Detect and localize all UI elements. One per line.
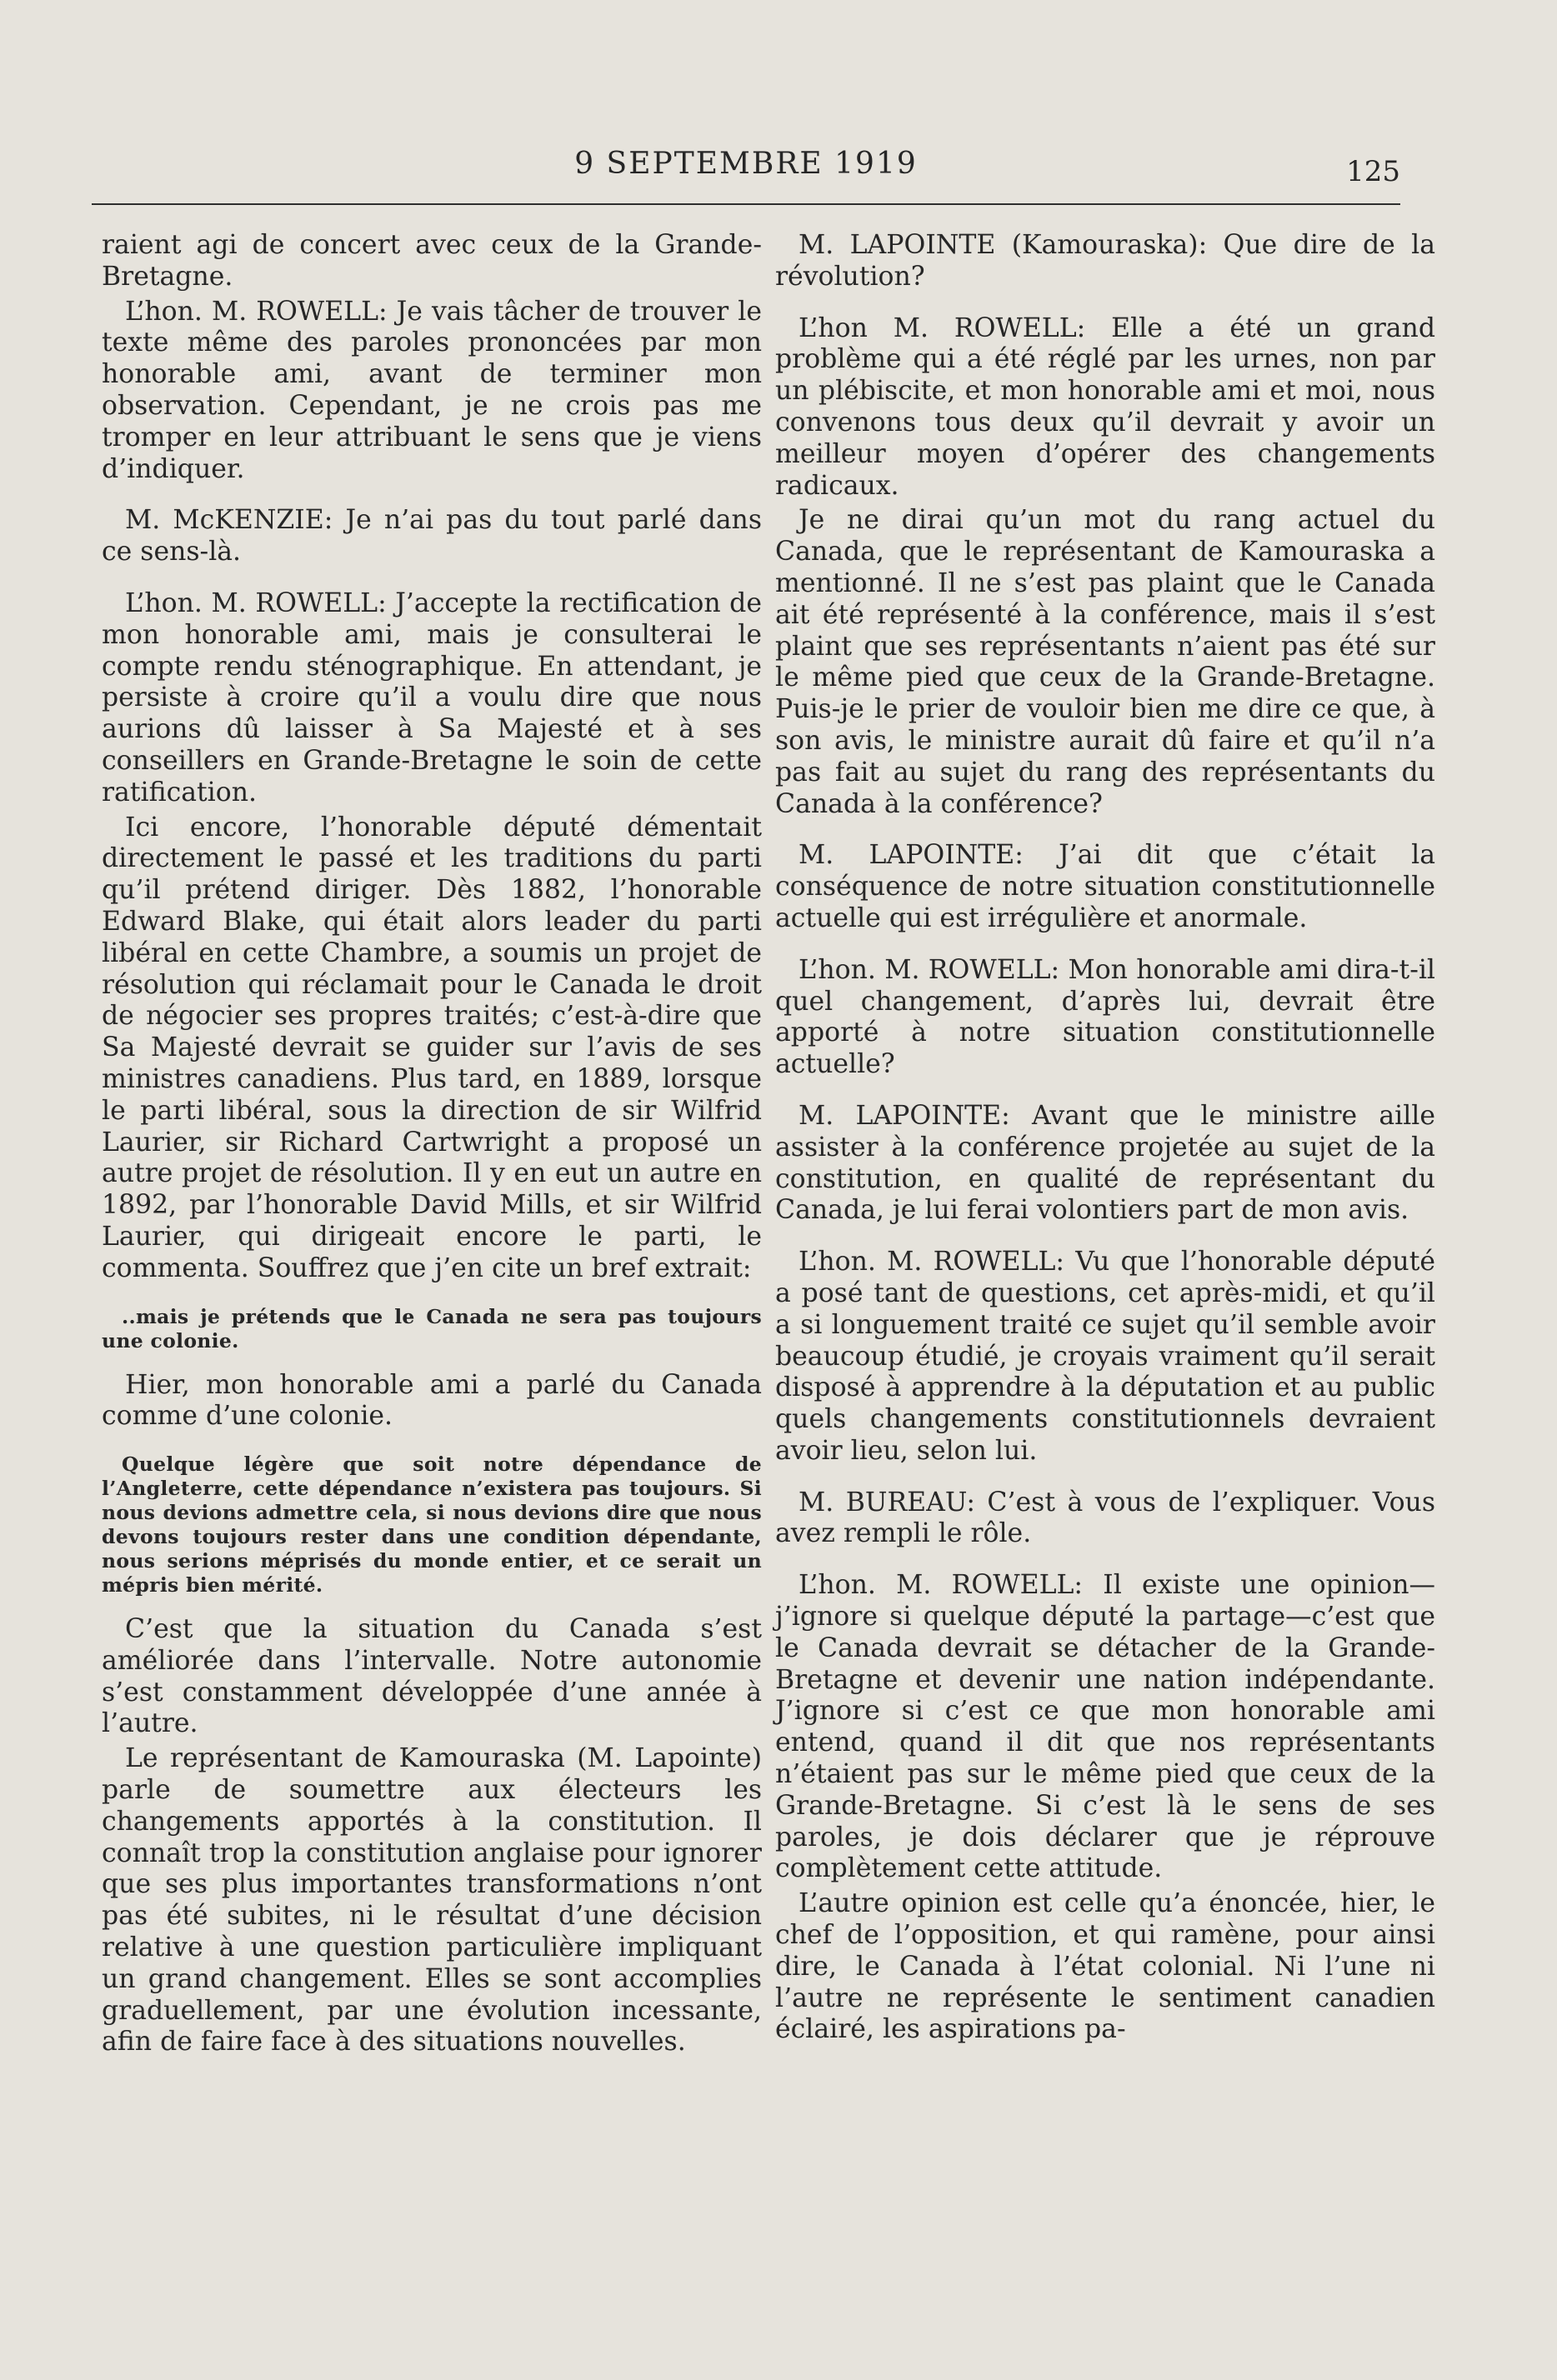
paragraph: L’hon. M. ROWELL: Il existe une opinion—j’ignore si quelque député la partage—c’est que le Canada devrait se détacher de la Grande-Bretagne et devenir une nation indépendante. J’ignore si c’est ce que mon honorable ami entend, quand il dit que nos représentants n’étaient pas sur le même pied que ceux de la Grande-Bretagne. Si c’est là le sens de ses paroles, je dois déclarer que je réprouve complètement cette attitude. [775,1570,1435,1884]
paragraph: L’hon. M. ROWELL: Vu que l’honorable député a posé tant de questions, cet après-midi, et qu’il a si longuement traité ce sujet qu’il semble avoir beaucoup étudié, je croyais vraiment qu’il serait disposé à apprendre à la députation et au public quels changements constitutionnels devraient avoir lieu, selon lui. [775,1247,1435,1466]
paragraph: M. LAPOINTE (Kamouraska): Que dire de la révolution? [775,230,1435,292]
paragraph: M. LAPOINTE: J’ai dit que c’était la conséquence de notre situation constitutionnelle actuelle qui est irrégulière et anormale. [775,840,1435,933]
header-rule [92,203,1400,205]
paragraph: Je ne dirai qu’un mot du rang actuel du Canada, que le représentant de Kamouraska a mentionné. Il ne s’est pas plaint que le Canada ait été représenté à la conférence, mais il s’est plaint que ses représentants n’aient pas été sur le même pied que ceux de la Grande-Bretagne. Puis-je le prier de vouloir bien me dire ce que, à son avis, le ministre aurait dû faire et qu’il n’a pas fait au sujet du rang des représentants du Canada à la conférence? [775,505,1435,819]
paragraph: L’autre opinion est celle qu’a énoncée, hier, le chef de l’opposition, et qui ramène, pour ainsi dire, le Canada à l’état colonial. Ni l’une ni l’autre ne représente le sentiment canadien éclairé, les aspirations pa- [775,1888,1435,2045]
left-column [102,230,762,2078]
paragraph: L’hon M. ROWELL: Elle a été un grand problème qui a été réglé par les urnes, non par un plébiscite, et mon honorable ami et moi, nous convenons tous deux qu’il devrait y avoir un meilleur moyen d’opérer des changements radicaux. [775,312,1435,501]
header-date: 9 SEPTEMBRE 1919 [574,147,918,181]
paragraph: M. LAPOINTE: Avant que le ministre aille assister à la conférence projetée au sujet de la constitution, en qualité de représentant du Canada, je lui ferai volontiers part de mon avis. [775,1100,1435,1226]
paragraph: raient agi de concert avec ceux de la Grande-Bretagne. [102,230,762,292]
paragraph: L’hon. M. ROWELL: Je vais tâcher de trouver le texte même des paroles prononcées par mon honorable ami, avant de terminer mon observation. Cependant, je ne crois pas me tromper en leur attribuant le sens que je viens d’indiquer. [102,296,762,484]
paragraph: L’hon. M. ROWELL: Mon honorable ami dira-t-il quel changement, d’après lui, devrait être apporté à notre situation constitutionnelle actuelle? [775,954,1435,1080]
paragraph: Ici encore, l’honorable député démentait directement le passé et les traditions du parti qu’il prétend diriger. Dès 1882, l’honorable Edward Blake, qui était alors leader du parti libéral en cette Chambre, a soumis un projet de résolution qui réclamait pour le Canada le droit de négocier ses propres traités; c’est-à-dire que Sa Majesté devrait se guider sur l’avis de ses ministres canadiens. Plus tard, en 1889, lorsque le parti libéral, sous la direction de sir Wilfrid Laurier, sir Richard Cartwright a proposé un autre projet de résolution. Il y en eut un autre en 1892, par l’honorable David Mills, et sir Wilfrid Laurier, qui dirigeait encore le parti, le commenta. Souffrez que j’en cite un bref extrait: [102,812,762,1283]
paragraph: L’hon. M. ROWELL: J’accepte la rectification de mon honorable ami, mais je consulterai le compte rendu sténographique. En attendant, je persiste à croire qu’il a voulu dire que nous aurions dû laisser à Sa Majesté et à ses conseillers en Grande-Bretagne le soin de cette ratification. [102,588,762,808]
quotation: Quelque légère que soit notre dépendance de l’Angleterre, cette dépendance n’existera pas toujours. Si nous devions admettre cela, si nous devions dire que nous devons toujours rester dans une condition dépendante, nous serions méprisés du monde entier, et ce serait un mépris bien mérité. [102,1452,762,1598]
paragraph: M. BUREAU: C’est à vous de l’expliquer. Vous avez rempli le rôle. [775,1487,1435,1549]
right-column [775,230,1435,2066]
page-number: 125 [1346,155,1400,188]
paragraph: M. McKENZIE: Je n’ai pas du tout parlé dans ce sens-là. [102,505,762,568]
page-header [92,147,1400,193]
paragraph: Le représentant de Kamouraska (M. Lapointe) parle de soumettre aux électeurs les changements apportés à la constitution. Il connaît trop la constitution anglaise pour ignorer que ses plus importantes transformations n’ont pas été subites, ni le résultat d’une décision relative à une question particulière impliquant un grand changement. Elles se sont accomplies graduellement, par une évolution incessante, afin de faire face à des situations nouvelles. [102,1743,762,2058]
paragraph: C’est que la situation du Canada s’est améliorée dans l’intervalle. Notre autonomie s’est constamment développée d’une année à l’autre. [102,1614,762,1739]
paragraph: Hier, mon honorable ami a parlé du Canada comme d’une colonie. [102,1369,762,1432]
quotation: ..mais je prétends que le Canada ne sera pas toujours une colonie. [102,1304,762,1352]
